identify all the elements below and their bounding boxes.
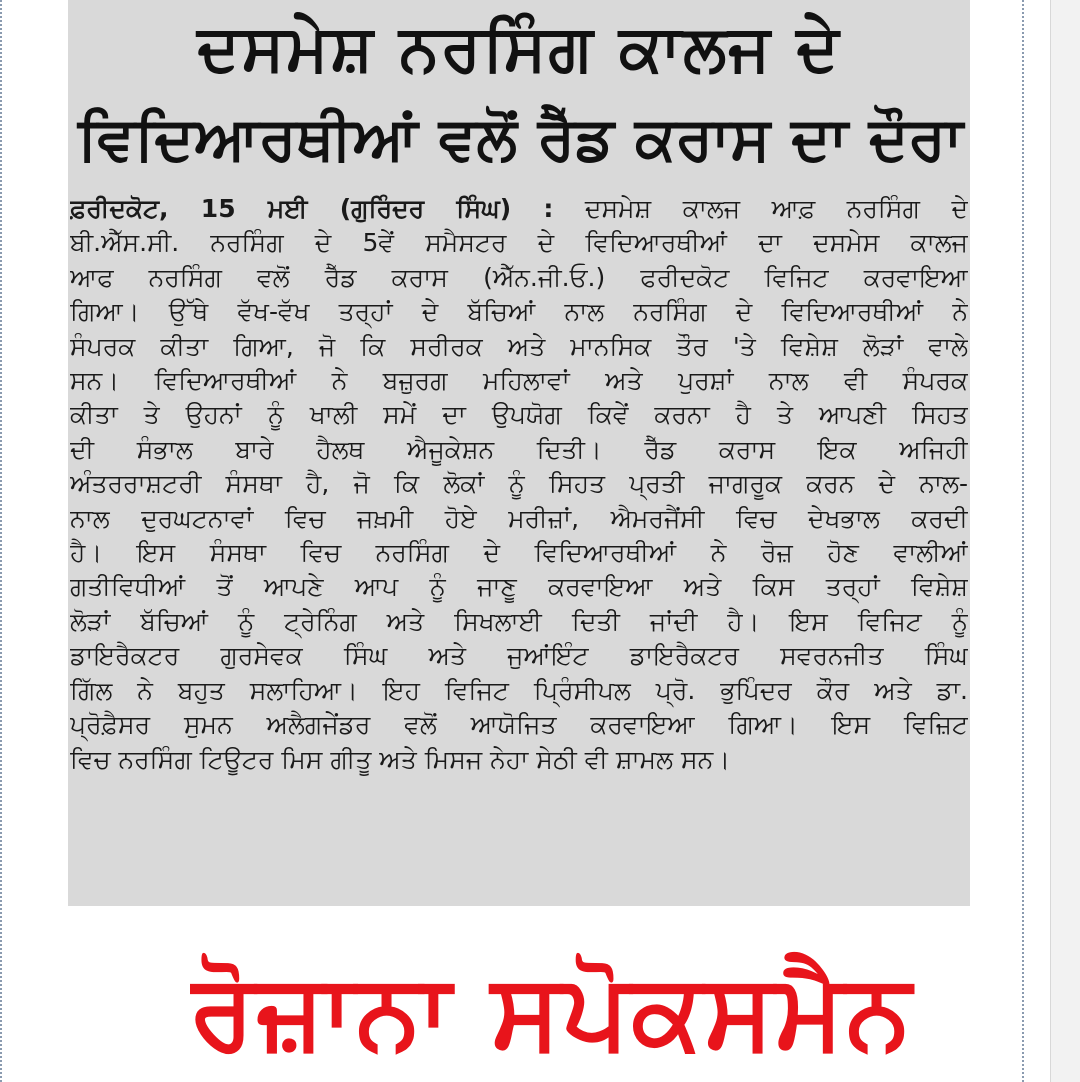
body-line: ਸਨ। ਵਿਦਿਆਰਥੀਆਂ ਨੇ ਬਜ਼ੁਰਗ ਮਹਿਲਾਵਾਂ ਅਤੇ ਪੁਰਸ਼ਾਂ ਨਾਲ ਵੀ ਸੰਪਰਕ bbox=[70, 366, 968, 396]
right-edge-strip bbox=[1050, 0, 1080, 1082]
masthead-title: ਰੋਜ਼ਾਨਾ ਸਪੋਕਸਮੈਨ bbox=[190, 950, 913, 1072]
body-line: ਦੀ ਸੰਭਾਲ ਬਾਰੇ ਹੈਲਥ ਐਜੂਕੇਸ਼ਨ ਦਿਤੀ। ਰੈੱਡ ਕਰਾਸ ਇਕ ਅਜਿਹੀ bbox=[70, 434, 968, 464]
body-line: ਗਿਆ। ਉੱਥੇ ਵੱਖ-ਵੱਖ ਤਰ੍ਹਾਂ ਦੇ ਬੱਚਿਆਂ ਨਾਲ ਨਰਸਿੰਗ ਦੇ ਵਿਦਿਆਰਥੀਆਂ ਨੇ bbox=[70, 297, 968, 327]
body-line: ਵਿਚ ਨਰਸਿੰਗ ਟਿਊਟਰ ਮਿਸ ਗੀਤੂ ਅਤੇ ਮਿਸਜ ਨੇਹਾ ਸੇਠੀ ਵੀ ਸ਼ਾਮਲ ਸਨ। bbox=[70, 744, 731, 774]
left-page-border bbox=[0, 0, 2, 1082]
news-clipping bbox=[68, 0, 970, 906]
body-line: ਗਿੱਲ ਨੇ ਬਹੁਤ ਸਲਾਹਿਆ। ਇਹ ਵਿਜਿਟ ਪ੍ਰਿੰਸੀਪਲ ਪ੍ਰੋ. ਭੁਪਿੰਦਰ ਕੌਰ ਅਤੇ ਡਾ. bbox=[70, 675, 968, 705]
newspaper-masthead bbox=[190, 938, 970, 1082]
body-line: ਪ੍ਰੋਫ਼ੈਸਰ ਸੁਮਨ ਅਲੈਗਜੇਂਡਰ ਵਲੋਂ ਆਯੋਜਿਤ ਕਰਵਾਇਆ ਗਿਆ। ਇਸ ਵਿਜ਼ਿਟ bbox=[70, 710, 968, 740]
body-line: ਡਾਇਰੈਕਟਰ ਗੁਰਸੇਵਕ ਸਿੰਘ ਅਤੇ ਜੁਆਂਇੰਟ ਡਾਇਰੈਕਟਰ ਸਵਰਨਜੀਤ ਸਿੰਘ bbox=[70, 641, 968, 671]
body-line-text: ਦਸਮੇਸ਼ ਕਾਲਜ ਆਫ਼ ਨਰਸਿੰਗ ਦੇ bbox=[584, 194, 968, 223]
dateline: ਫ਼ਰੀਦਕੋਟ, 15 ਮਈ (ਗੁਰਿੰਦਰ ਸਿੰਘ) : bbox=[70, 194, 554, 223]
headline bbox=[68, 0, 970, 184]
body-line: ਅੰਤਰਰਾਸ਼ਟਰੀ ਸੰਸਥਾ ਹੈ, ਜੋ ਕਿ ਲੋਕਾਂ ਨੂੰ ਸਿਹਤ ਪ੍ਰਤੀ ਜਾਗਰੂਕ ਕਰਨ ਦੇ ਨਾਲ- bbox=[70, 469, 968, 499]
headline-line-2: ਵਿਦਿਆਰਥੀਆਂ ਵਲੋਂ ਰੈੱਡ ਕਰਾਸ ਦਾ ਦੌਰਾ bbox=[78, 104, 963, 174]
body-line: ਕੀਤਾ ਤੇ ਉਹਨਾਂ ਨੂੰ ਖਾਲੀ ਸਮੇਂ ਦਾ ਉਪਯੋਗ ਕਿਵੇਂ ਕਰਨਾ ਹੈ ਤੇ ਆਪਣੀ ਸਿਹਤ bbox=[70, 400, 968, 430]
body-line bbox=[70, 192, 968, 226]
body-line: ਨਾਲ ਦੁਰਘਟਨਾਵਾਂ ਵਿਚ ਜਖ਼ਮੀ ਹੋਏ ਮਰੀਜ਼ਾਂ, ਐਮਰਜੈਂਸੀ ਵਿਚ ਦੇਖਭਾਲ ਕਰਦੀ bbox=[70, 503, 968, 533]
body-line: ਸੰਪਰਕ ਕੀਤਾ ਗਿਆ, ਜੋ ਕਿ ਸਰੀਰਕ ਅਤੇ ਮਾਨਸਿਕ ਤੌਰ 'ਤੇ ਵਿਸ਼ੇਸ਼ ਲੋੜਾਂ ਵਾਲੇ bbox=[70, 331, 968, 361]
body-line: ਆਫ ਨਰਸਿੰਗ ਵਲੋਂ ਰੈੱਡ ਕਰਾਸ (ਐੱਨ.ਜੀ.ਓ.) ਫਰੀਦਕੋਟ ਵਿਜਿਟ ਕਰਵਾਇਆ bbox=[70, 262, 968, 292]
headline-line-1: ਦਸਮੇਸ਼ ਨਰਸਿੰਗ ਕਾਲਜ ਦੇ bbox=[197, 12, 841, 86]
body-line: ਗਤੀਵਿਧੀਆਂ ਤੋਂ ਆਪਣੇ ਆਪ ਨੂੰ ਜਾਣੂ ਕਰਵਾਇਆ ਅਤੇ ਕਿਸ ਤਰ੍ਹਾਂ ਵਿਸ਼ੇਸ਼ bbox=[70, 572, 968, 602]
article-body bbox=[68, 192, 970, 777]
body-line: ਲੋੜਾਂ ਬੱਚਿਆਂ ਨੂੰ ਟ੍ਰੇਨਿੰਗ ਅਤੇ ਸਿਖਲਾਈ ਦਿਤੀ ਜਾਂਦੀ ਹੈ। ਇਸ ਵਿਜਿਟ ਨੂੰ bbox=[70, 606, 968, 636]
body-line: ਹੈ। ਇਸ ਸੰਸਥਾ ਵਿਚ ਨਰਸਿੰਗ ਦੇ ਵਿਦਿਆਰਥੀਆਂ ਨੇ ਰੋਜ਼ ਹੋਣ ਵਾਲੀਆਂ bbox=[70, 538, 968, 568]
body-line: ਬੀ.ਐੱਸ.ਸੀ. ਨਰਸਿੰਗ ਦੇ 5ਵੇਂ ਸਮੈਸਟਰ ਦੇ ਵਿਦਿਆਰਥੀਆਂ ਦਾ ਦਸਮੇਸ ਕਾਲਜ bbox=[70, 228, 968, 258]
right-page-border bbox=[1022, 0, 1024, 1082]
